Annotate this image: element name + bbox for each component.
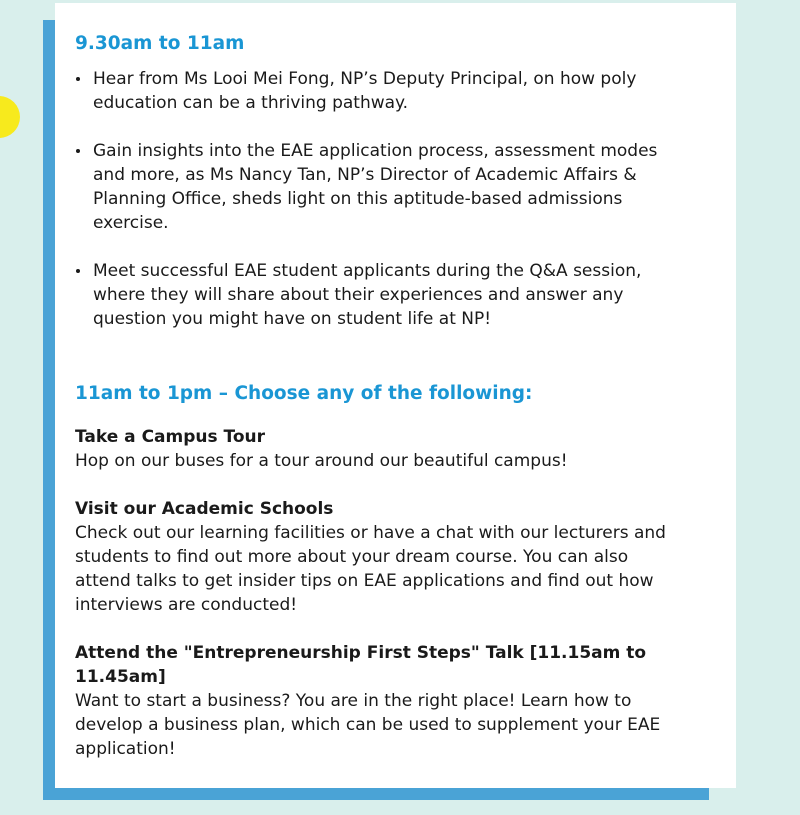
list-item: Gain insights into the EAE application process, assessment modes and more, as Ms Nancy Tan, NP’s Director of Academic Affairs & Planning Office, sheds light on this aptitude-based admissions exercise. [93, 139, 675, 235]
activity-campus-tour [75, 425, 675, 473]
section-title-morning: 9.30am to 11am [75, 33, 245, 54]
section-title-activities: 11am to 1pm – Choose any of the following: [75, 383, 533, 404]
activity-description: Want to start a business? You are in the right place! Learn how to develop a business plan, which can be used to supplement your EAE application! [75, 691, 661, 759]
activity-description: Check out our learning facilities or have a chat with our lecturers and students to find out more about your dream course. You can also attend talks to get insider tips on EAE applications and find out how interviews are conducted! [75, 523, 666, 615]
decorative-yellow-dot [0, 96, 20, 138]
list-item: Meet successful EAE student applicants during the Q&A session, where they will share about their experiences and answer any question you might have on student life at NP! [93, 259, 675, 331]
activity-title: Take a Campus Tour [75, 427, 266, 447]
list-item: Hear from Ms Looi Mei Fong, NP’s Deputy Principal, on how poly education can be a thriving pathway. [93, 67, 675, 115]
activity-academic-schools [75, 497, 675, 617]
morning-bullet-list [75, 67, 675, 331]
activity-entrepreneurship-talk [75, 641, 675, 761]
programme-card [55, 3, 736, 788]
activity-title: Visit our Academic Schools [75, 499, 334, 519]
activity-title: Attend the "Entrepreneurship First Steps" Talk [11.15am to 11.45am] [75, 643, 647, 687]
programme-content [75, 31, 675, 761]
activity-description: Hop on our buses for a tour around our beautiful campus! [75, 451, 568, 471]
